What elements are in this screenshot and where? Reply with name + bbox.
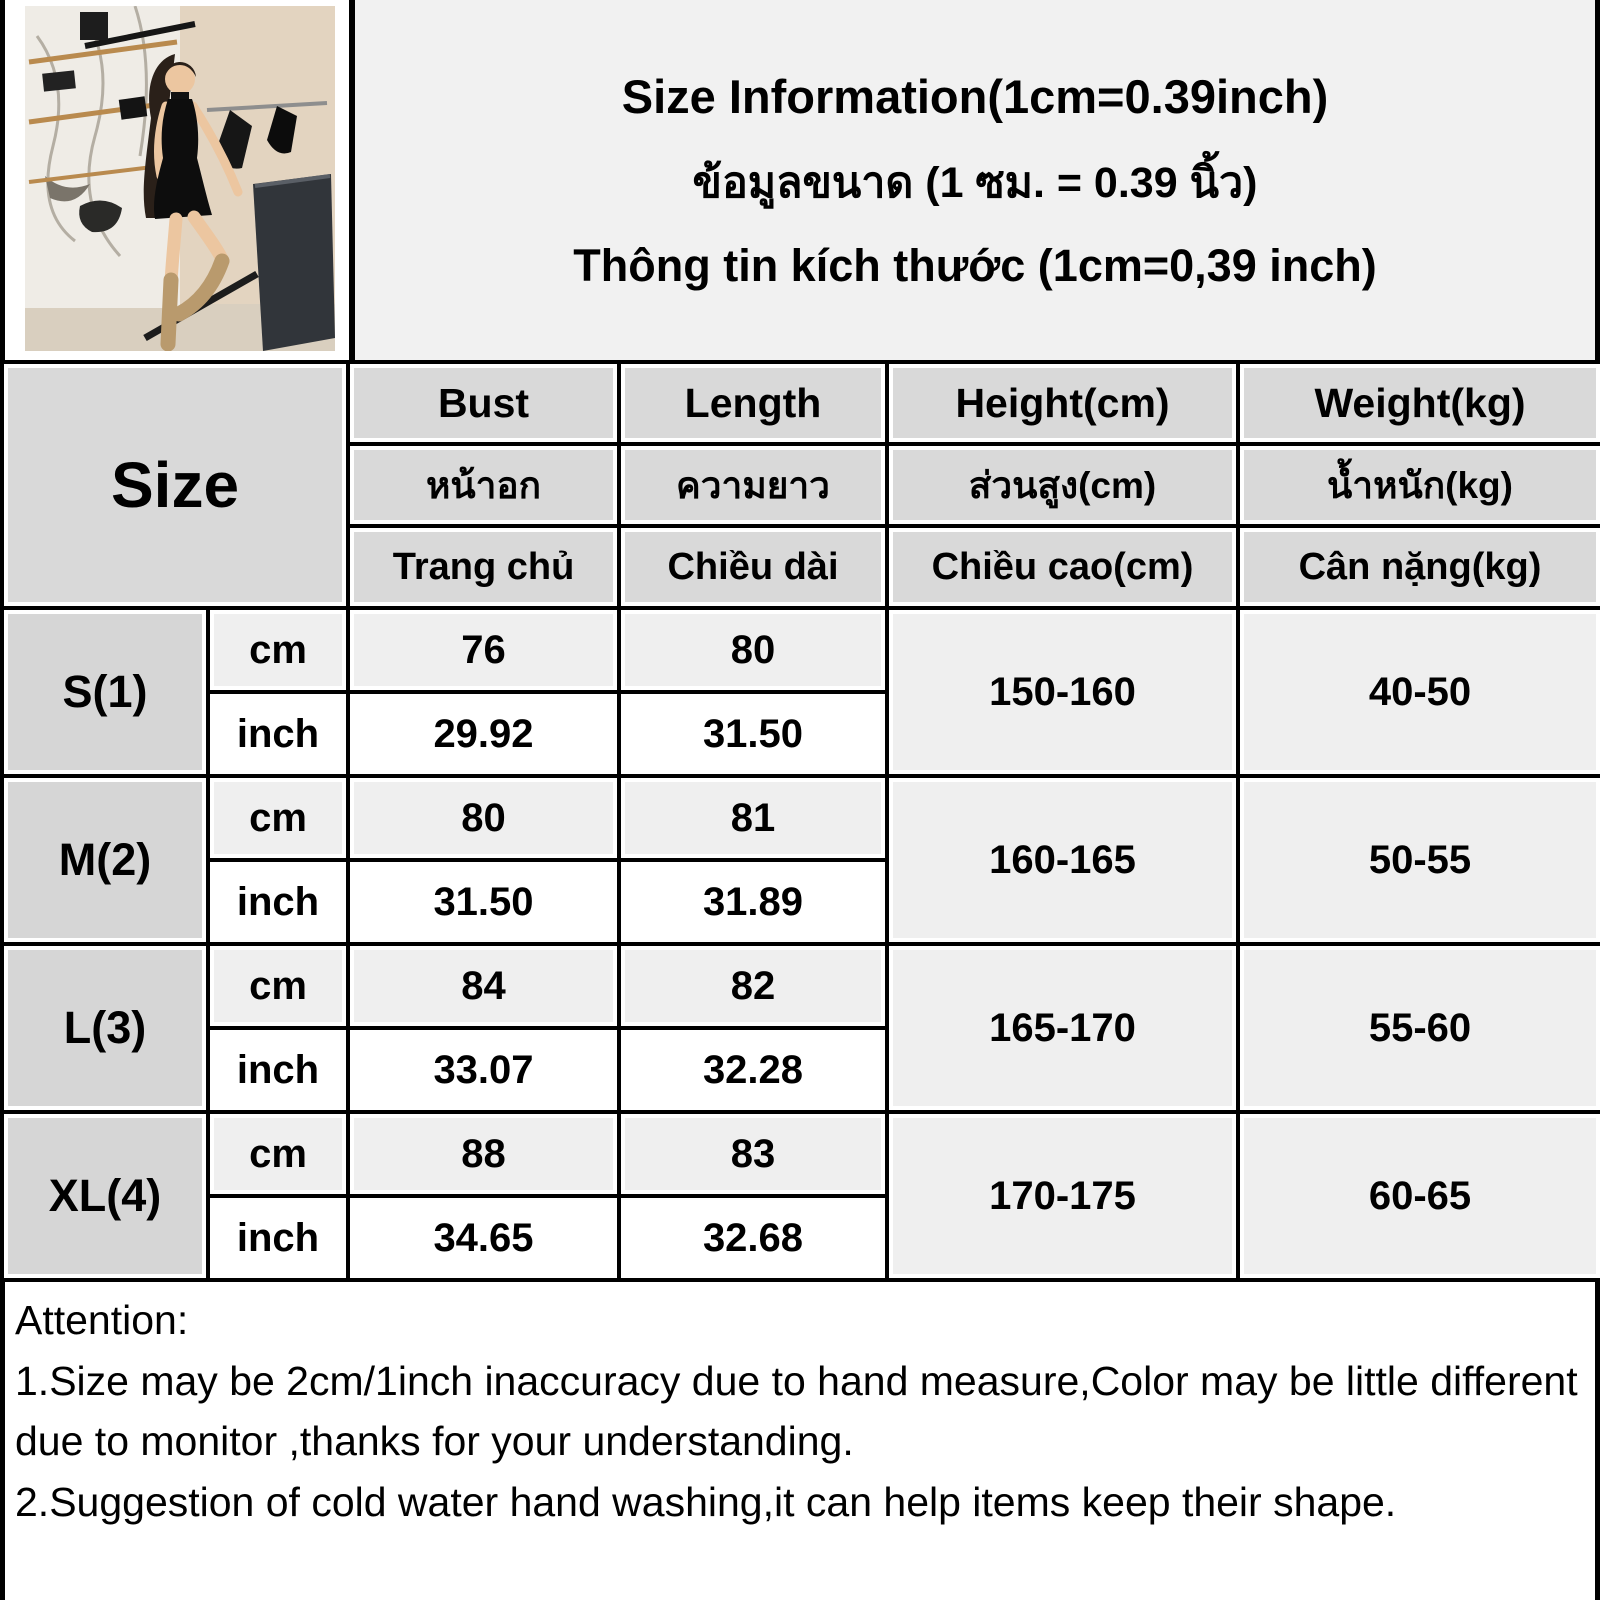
- page-title-english: Size Information(1cm=0.39inch): [621, 69, 1329, 123]
- size-row-label: M(2): [2, 776, 208, 944]
- table-row: [2, 1112, 1600, 1196]
- attention-note-1: 1.Size may be 2cm/1inch inaccuracy due to hand measure,Color may be little different due to monitor ,thanks for your understanding.: [15, 1357, 1578, 1465]
- size-row-label: L(3): [2, 944, 208, 1112]
- weight-range: 60-65: [1238, 1112, 1600, 1280]
- page-title-thai: ข้อมูลขนาด (1 ซม. = 0.39 นิ้ว): [692, 158, 1258, 207]
- header-row-english: [2, 362, 1600, 444]
- size-table: [0, 360, 1600, 1282]
- unit-label-cm: cm: [208, 608, 348, 692]
- product-photo-illustration: [25, 6, 335, 351]
- bust-value-inch: 31.50: [348, 860, 619, 944]
- unit-label-inch: inch: [208, 1196, 348, 1280]
- bust-value-inch: 29.92: [348, 692, 619, 776]
- weight-range: 55-60: [1238, 944, 1600, 1112]
- col-header-height-en: Height(cm): [887, 362, 1238, 444]
- bust-value-inch: 33.07: [348, 1028, 619, 1112]
- bust-value-cm: 80: [348, 776, 619, 860]
- length-value-inch: 31.89: [619, 860, 887, 944]
- bust-value-cm: 76: [348, 608, 619, 692]
- bust-value-inch: 34.65: [348, 1196, 619, 1280]
- length-value-cm: 80: [619, 608, 887, 692]
- product-photo: [25, 6, 335, 351]
- col-header-height-th: ส่วนสูง(cm): [887, 444, 1238, 526]
- col-header-bust-en: Bust: [348, 362, 619, 444]
- col-header-weight-en: Weight(kg): [1238, 362, 1600, 444]
- attention-note-2: 2.Suggestion of cold water hand washing,it can help items keep their shape.: [15, 1479, 1397, 1526]
- title-panel: [355, 0, 1595, 360]
- bust-value-cm: 84: [348, 944, 619, 1028]
- col-header-bust-th: หน้าอก: [348, 444, 619, 526]
- length-value-cm: 81: [619, 776, 887, 860]
- size-row-label: XL(4): [2, 1112, 208, 1280]
- col-header-weight-vi: Cân nặng(kg): [1238, 526, 1600, 608]
- table-row: [2, 608, 1600, 692]
- col-header-length-en: Length: [619, 362, 887, 444]
- unit-label-cm: cm: [208, 1112, 348, 1196]
- table-row: [2, 776, 1600, 860]
- unit-label-inch: inch: [208, 1028, 348, 1112]
- height-range: 160-165: [887, 776, 1238, 944]
- bust-value-cm: 88: [348, 1112, 619, 1196]
- page-title-vietnamese: Thông tin kích thước (1cm=0,39 inch): [573, 239, 1377, 291]
- weight-range: 40-50: [1238, 608, 1600, 776]
- length-value-cm: 83: [619, 1112, 887, 1196]
- product-photo-panel: [5, 0, 355, 360]
- top-band: [0, 0, 1600, 360]
- col-header-height-vi: Chiều cao(cm): [887, 526, 1238, 608]
- size-header-cell: Size: [2, 362, 348, 608]
- attention-title: Attention:: [15, 1297, 189, 1343]
- height-range: 170-175: [887, 1112, 1238, 1280]
- height-range: 165-170: [887, 944, 1238, 1112]
- unit-label-inch: inch: [208, 692, 348, 776]
- weight-range: 50-55: [1238, 776, 1600, 944]
- col-header-weight-th: น้ำหนัก(kg): [1238, 444, 1600, 526]
- length-value-inch: 32.68: [619, 1196, 887, 1280]
- length-value-inch: 31.50: [619, 692, 887, 776]
- col-header-length-th: ความยาว: [619, 444, 887, 526]
- size-row-label: S(1): [2, 608, 208, 776]
- col-header-length-vi: Chiều dài: [619, 526, 887, 608]
- unit-label-cm: cm: [208, 944, 348, 1028]
- length-value-cm: 82: [619, 944, 887, 1028]
- attention-section: [0, 1282, 1600, 1600]
- unit-label-cm: cm: [208, 776, 348, 860]
- height-range: 150-160: [887, 608, 1238, 776]
- table-row: [2, 944, 1600, 1028]
- unit-label-inch: inch: [208, 860, 348, 944]
- col-header-bust-vi: Trang chủ: [348, 526, 619, 608]
- length-value-inch: 32.28: [619, 1028, 887, 1112]
